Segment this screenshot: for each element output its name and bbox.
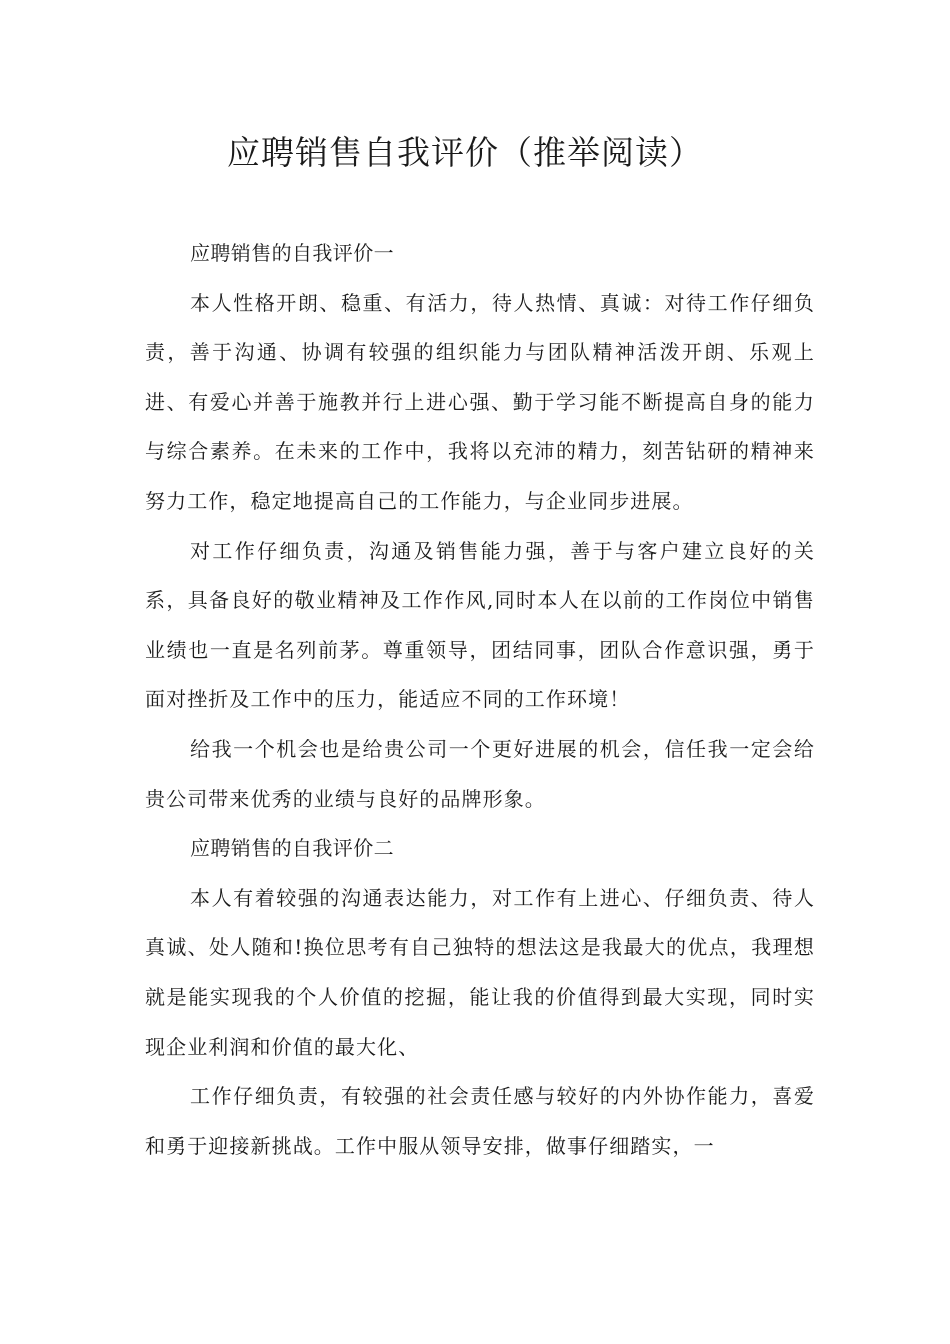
paragraph: 本人有着较强的沟通表达能力，对工作有上进心、仔细负责、待人真诚、处人随和!换位思考有自己独特的想法这是我最大的优点，我理想就是能实现我的个人价值的挖掘，能让我的价值得到最大实现，同时实现企业利润和价值的最大化、 <box>145 885 815 1059</box>
document-body <box>145 229 815 1171</box>
paragraph: 工作仔细负责，有较强的社会责任感与较好的内外协作能力，喜爱和勇于迎接新挑战。工作中服从领导安排，做事仔细踏实，一 <box>145 1084 815 1158</box>
paragraph: 本人性格开朗、稳重、有活力，待人热情、真诚：对待工作仔细负责，善于沟通、协调有较强的组织能力与团队精神活泼开朗、乐观上进、有爱心并善于施教并行上进心强、勤于学习能不断提高自身的能力与综合素养。在未来的工作中，我将以充沛的精力，刻苦钻研的精神来努力工作，稳定地提高自己的工作能力，与企业同步进展。 <box>145 290 815 513</box>
paragraph: 对工作仔细负责，沟通及销售能力强，善于与客户建立良好的关系，具备良好的敬业精神及工作作风,同时本人在以前的工作岗位中销售业绩也一直是名列前茅。尊重领导，团结同事，团队合作意识强，勇于面对挫折及工作中的压力，能适应不同的工作环境！ <box>145 538 815 712</box>
section-heading-2: 应聘销售的自我评价二 <box>190 836 394 861</box>
document-title: 应聘销售自我评价（推举阅读） <box>227 133 703 172</box>
paragraph: 给我一个机会也是给贵公司一个更好进展的机会，信任我一定会给贵公司带来优秀的业绩与良好的品牌形象。 <box>145 736 815 811</box>
section-heading-1: 应聘销售的自我评价一 <box>190 241 394 265</box>
